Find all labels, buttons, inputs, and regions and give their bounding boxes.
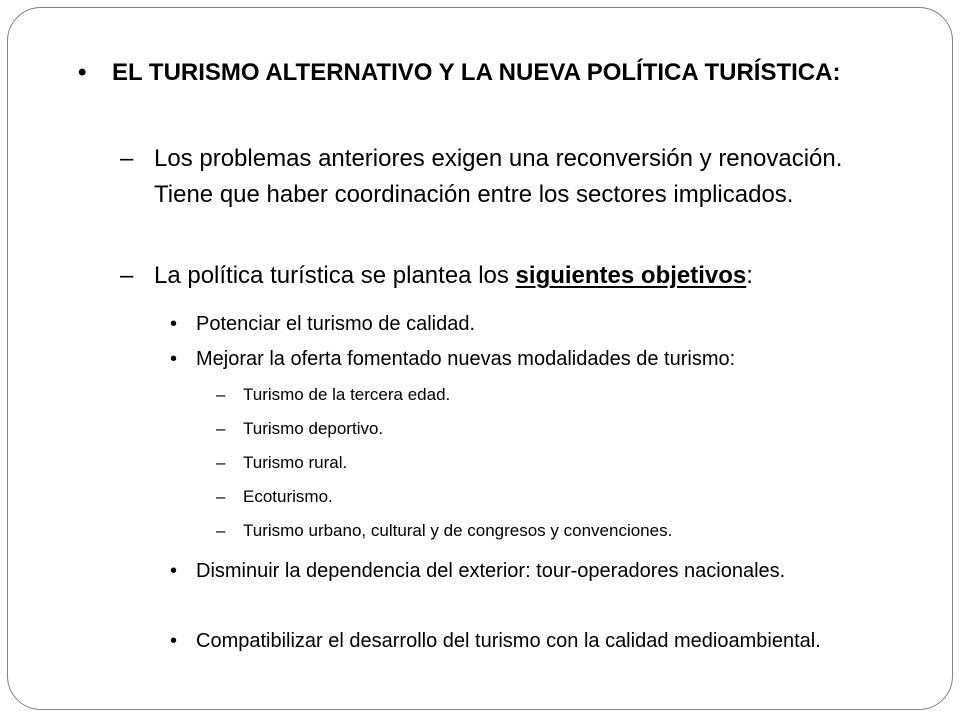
- modality-text: Ecoturismo.: [243, 487, 333, 506]
- dash-icon: –: [216, 419, 226, 438]
- point-text: [154, 258, 894, 294]
- objective-text: Disminuir la dependencia del exterior: tour-operadores nacionales.: [196, 560, 786, 582]
- bullet-icon: •: [170, 560, 178, 582]
- modality-text: Turismo rural.: [243, 453, 348, 472]
- dash-icon: –: [216, 453, 226, 472]
- dash-icon: –: [216, 385, 226, 404]
- dash-icon: –: [120, 262, 134, 289]
- emphasized-text: siguientes objetivos: [515, 262, 747, 289]
- slide-heading: EL TURISMO ALTERNATIVO Y LA NUEVA POLÍTICA TURÍSTICA:: [112, 59, 841, 86]
- bullet-icon: •: [170, 313, 178, 335]
- dash-icon: –: [216, 487, 226, 506]
- bullet-icon: •: [170, 348, 178, 370]
- point-text-prefix: La política turística se plantea los: [154, 262, 516, 289]
- bullet-icon: •: [78, 59, 87, 86]
- dash-icon: –: [120, 145, 134, 172]
- objective-text: Compatibilizar el desarrollo del turismo con la calidad medioambiental.: [196, 630, 821, 652]
- modality-text: Turismo de la tercera edad.: [243, 385, 451, 404]
- dash-icon: –: [216, 521, 226, 540]
- modality-text: Turismo deportivo.: [243, 419, 384, 438]
- objective-text: Mejorar la oferta fomentado nuevas modalidades de turismo:: [196, 348, 736, 370]
- point-text-suffix: :: [746, 262, 753, 289]
- modality-text: Turismo urbano, cultural y de congresos y convenciones.: [243, 521, 673, 540]
- objective-text: Potenciar el turismo de calidad.: [196, 313, 476, 335]
- bullet-icon: •: [170, 630, 178, 652]
- point-text: Los problemas anteriores exigen una reconversión y renovación. Tiene que haber coordinación entre los sectores implicados.: [154, 145, 843, 208]
